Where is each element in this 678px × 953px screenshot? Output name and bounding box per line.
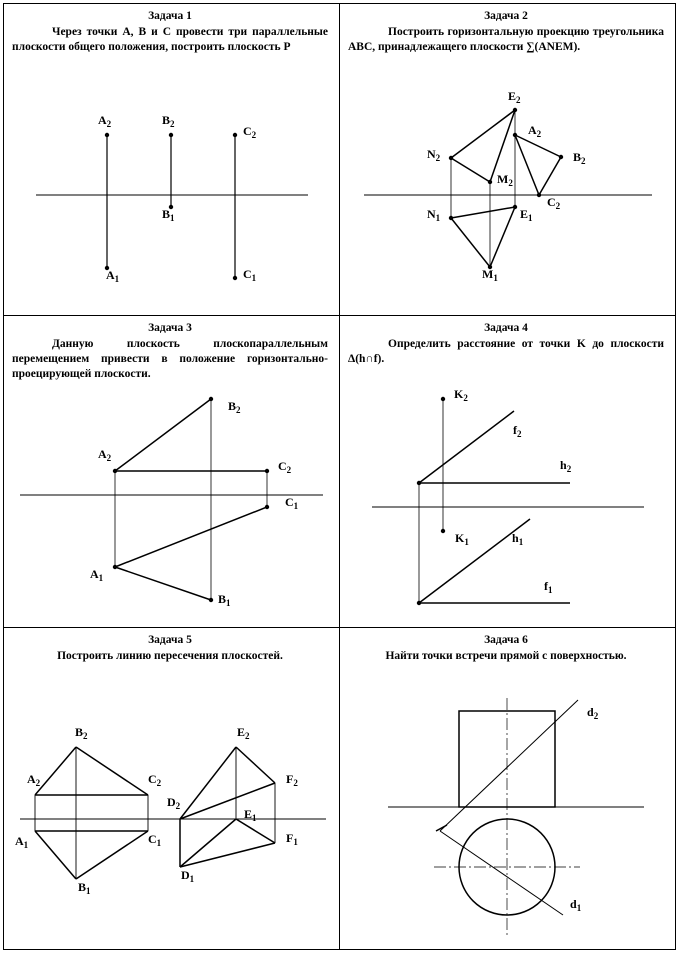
- task5-drawing: [20, 747, 326, 879]
- label-A2: $A_2$: [98, 113, 112, 129]
- label-C2: $C_2$: [243, 124, 257, 140]
- label-D1: $D_1$: [181, 868, 195, 884]
- task5-text: Построить линию пересечения плоскостей.: [57, 650, 283, 662]
- label-E1: $E_1$: [520, 207, 533, 223]
- task6-labels: [570, 705, 599, 913]
- label-f1: $f_1$: [544, 579, 553, 595]
- task2-text: Построить горизонтальную проекцию треугольника ABC, принадлежащего плоскости ∑(ANEM).: [348, 26, 664, 53]
- task4-drawing: [372, 399, 644, 603]
- table-grid: [4, 4, 676, 950]
- label-B2: $B_2$: [162, 113, 175, 129]
- label-d1: $d_1$: [570, 897, 582, 913]
- label-C1: $C_1$: [243, 267, 257, 283]
- task2-title: Задача 2: [484, 10, 528, 22]
- task1-labels: [98, 113, 257, 284]
- task2-drawing: [364, 110, 652, 267]
- label-A2: $A_2$: [528, 123, 542, 139]
- label-f2: $f_2$: [513, 423, 522, 439]
- task6-text: Найти точки встречи прямой с поверхностью.: [385, 650, 627, 662]
- label-E1: $E_1$: [244, 807, 257, 823]
- task2-points: [449, 108, 563, 269]
- label-N1: $N_1$: [427, 207, 441, 223]
- task1-text: Через точки A, B и C провести три параллельные плоскости общего положения, построить плоскость P: [12, 26, 328, 53]
- label-D2: $D_2$: [167, 795, 181, 811]
- task5-labels: [15, 725, 298, 896]
- label-K1: $K_1$: [455, 531, 469, 547]
- label-C1: $C_1$: [148, 832, 162, 848]
- label-E2: $E_2$: [237, 725, 250, 741]
- label-B1: $B_1$: [162, 207, 175, 223]
- label-E2: $E_2$: [508, 89, 521, 105]
- task3-text: Данную плоскость плоскопараллельным перемещением привести в положение горизонтально-проецирующей плоскости.: [12, 338, 328, 380]
- task6-drawing: [388, 698, 644, 938]
- label-M1: $M_1$: [482, 267, 498, 283]
- label-B1: $B_1$: [78, 880, 91, 896]
- label-B2: $B_2$: [228, 399, 241, 415]
- label-A2: $A_2$: [27, 772, 41, 788]
- task3-title: Задача 3: [148, 322, 192, 334]
- label-C2: $C_2$: [547, 195, 561, 211]
- label-M2: $M_2$: [497, 172, 513, 188]
- label-N2: $N_2$: [427, 147, 441, 163]
- label-B2: $B_2$: [75, 725, 88, 741]
- task4-points: [417, 397, 445, 605]
- label-B2: $B_2$: [573, 150, 586, 166]
- label-A1: $A_1$: [15, 834, 29, 850]
- task1-title: Задача 1: [148, 10, 192, 22]
- label-d2: $d_2$: [587, 705, 599, 721]
- label-F1: $F_1$: [286, 831, 298, 847]
- label-A2: $A_2$: [98, 447, 112, 463]
- label-C2: $C_2$: [278, 459, 292, 475]
- label-C1: $C_1$: [285, 495, 299, 511]
- label-h1: $h_1$: [512, 531, 524, 547]
- task4-title: Задача 4: [484, 322, 528, 334]
- label-A1: $A_1$: [90, 567, 104, 583]
- task3-drawing: [20, 399, 323, 600]
- label-C2: $C_2$: [148, 772, 162, 788]
- label-h2: $h_2$: [560, 458, 572, 474]
- label-B1: $B_1$: [218, 592, 231, 608]
- task6-title: Задача 6: [484, 634, 528, 646]
- task3-points: [113, 397, 269, 602]
- label-A1: $A_1$: [106, 268, 120, 284]
- label-K2: $K_2$: [454, 387, 468, 403]
- task4-text: Определить расстояние от точки K до плоскости Δ(h∩f).: [348, 338, 664, 365]
- task5-title: Задача 5: [148, 634, 192, 646]
- label-F2: $F_2$: [286, 772, 298, 788]
